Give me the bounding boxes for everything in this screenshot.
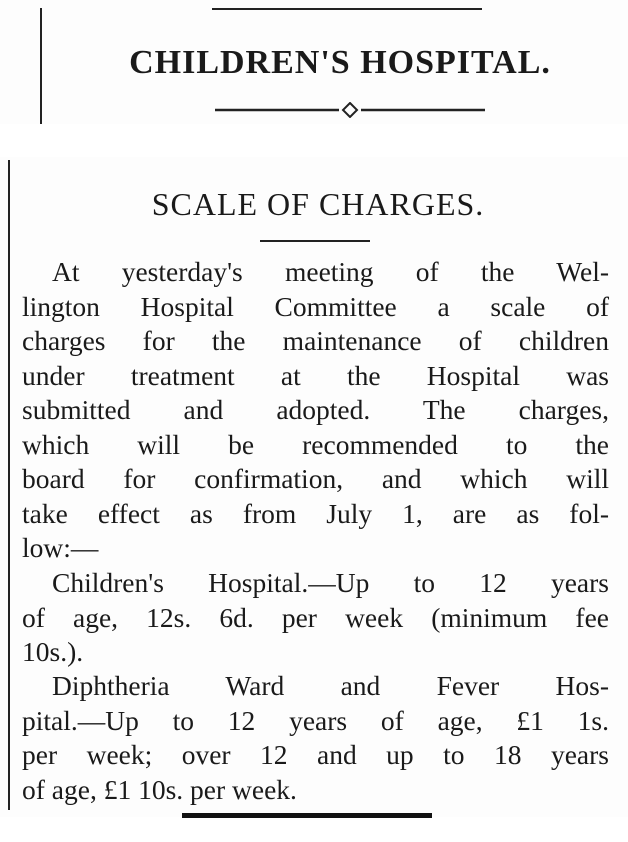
article-line: which will be recommended to the: [22, 428, 609, 460]
heading-rule: [260, 240, 370, 242]
column-rule: [8, 160, 10, 810]
article-line: under treatment at the Hospital was: [22, 359, 609, 391]
bottom-rule: [182, 813, 432, 818]
ornament-divider: [215, 102, 485, 118]
masthead-title: CHILDREN'S HOSPITAL.: [129, 44, 551, 81]
article-paragraph: [22, 669, 609, 807]
article-line: take effect as from July 1, are as fol-: [22, 497, 609, 529]
article-line: At yesterday's meeting of the Wel-: [52, 256, 609, 287]
article-line: board for confirmation, and which will: [22, 463, 609, 494]
masthead-panel: [0, 0, 628, 124]
article-paragraph: [22, 255, 609, 566]
article-line: Children's Hospital.—Up to 12 years: [52, 567, 609, 598]
top-rule: [212, 8, 482, 10]
article-line: lington Hospital Committee a scale of: [22, 290, 609, 322]
article-line: of age, £1 10s. per week.: [22, 773, 297, 805]
article-line: per week; over 12 and up to 18 years: [22, 739, 609, 770]
article-paragraph: [22, 566, 609, 670]
article-line: charges for the maintenance of children: [22, 325, 609, 356]
article-line: submitted and adopted. The charges,: [22, 394, 609, 425]
article-line: low:—: [22, 532, 99, 563]
article-line: Diphtheria Ward and Fever Hos-: [52, 670, 609, 701]
article-line: of age, 12s. 6d. per week (minimum fee: [22, 601, 609, 633]
article-line: pital.—Up to 12 years of age, £1 1s.: [22, 704, 609, 736]
article-line: 10s.).: [22, 636, 84, 667]
article-heading: SCALE OF CHARGES.: [151, 186, 485, 222]
column-rule: [40, 8, 42, 124]
